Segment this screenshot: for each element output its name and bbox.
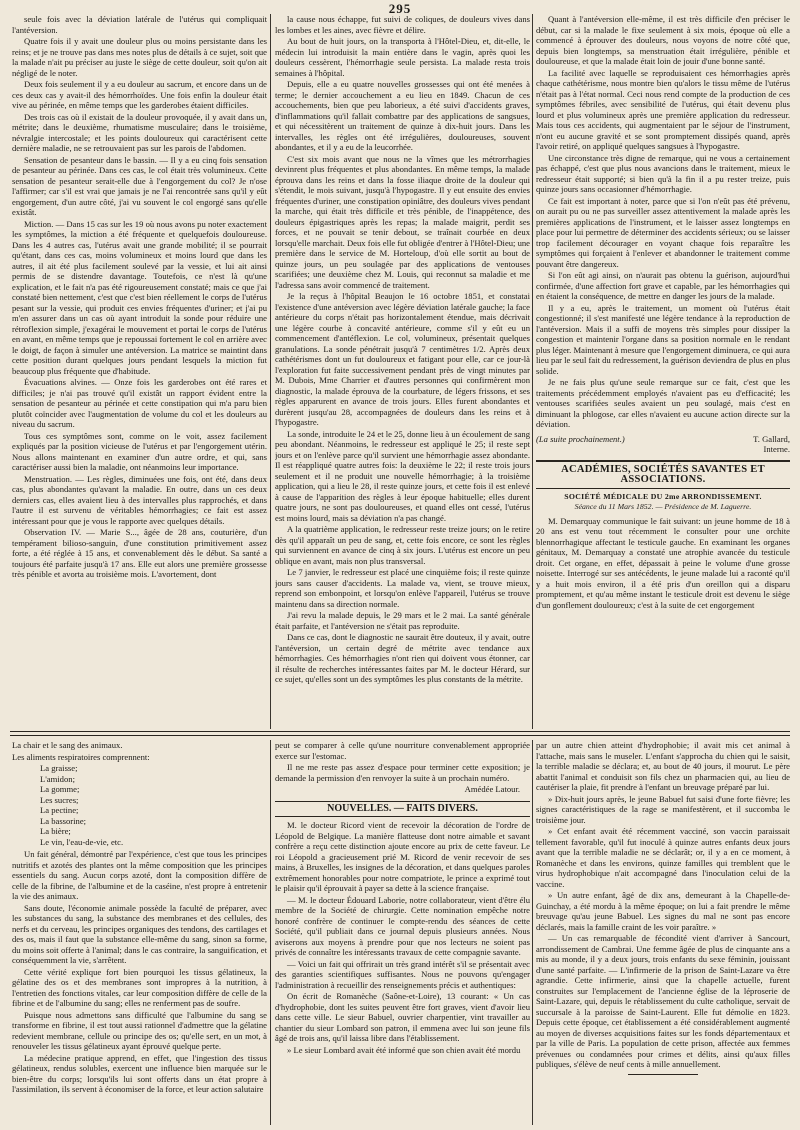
paragraph: C'est six mois avant que nous ne la vîmes que les métrorrhagies devinrent plus fréquentes et plus abondantes. En même temps, la malade éprouva dans les reins et dans la fosse iliaque droite de la douleur qui s'étendit, le mois suivant, jusqu'à l'hypogastre. Il y eut ensuite des envies fréquentes d'uriner, une constipation opiniâtre, des douleurs vives pendant la marche, qui était très difficile et très pénible, de l'inappétence, des douleurs épigastriques après les repas; la malade maigrit, perdit ses forces, et ne pouvait se tenir debout, se traînait courbée en deux lorsqu'elle marchait. Deux fois elle fut obligée d'entrer à l'Hôtel-Dieu; une première dans le service de M. Horteloup, d'où elle sortit au bout de quinze jours, un peu soulagée par des applications de ventouses scarifiées; une deuxième chez M. Louis, qui reconnut sa maladie et me l'adressa sans avoir commencé de traitement. bbox=[275, 153, 530, 290]
paragraph: Menstruation. — Les règles, diminuées une fois, ont été, dans deux cas, plus abondantes qu'avant la maladie. En outre, dans un ces deux derniers cas, elles avaient lieu à des intervalles plus rapprochés, et dans l'autre il est survenu de véritables hémorrhagies; ce fait est assez intéressant pour que je vous le rapporte avec quelques détails. bbox=[12, 473, 267, 526]
bottom-column-3 bbox=[536, 740, 790, 1125]
paragraph: On écrit de Romanèche (Saône-et-Loire), 13 courant: « Un cas d'hydrophobie, dont les suites peuvent être fort graves, vient d'avoir lieu dans cette ville. Le sieur Babuel, ouvrier charpentier, vint travailler au chantier du sieur Lombard son patron, il emmena avec lui son jeune fils âgé de trois ans, qu'il laissa libre dans l'établissement. bbox=[275, 991, 530, 1043]
paragraph: Évacuations alvines. — Onze fois les garderobes ont été rares et difficiles; je n'ai pas trouvé qu'il existât un rapport évident entre la sensation de pesanteur au périnée et cette constipation qui m'a paru bien plutôt coïncider avec l'augmentation de volume du col et les douleurs au niveau du sacrum. bbox=[12, 377, 267, 429]
column-divider bbox=[532, 14, 533, 729]
list-item: La bière; bbox=[40, 826, 71, 836]
paragraph: La chair et le sang des animaux. bbox=[12, 740, 123, 750]
list-item: La graisse; bbox=[40, 763, 78, 773]
paragraph: Cette vérité explique fort bien pourquoi les tissus gélatineux, la gélatine des os et des membranes sont impropres à la nutrition, à l'entretien des fonctions vitales, car leur composition diffère de celle de la fibrine et de l'albumine du sang; elles ne renferment pas de soufre. bbox=[12, 966, 267, 1008]
session-meta: Séance du 11 Mars 1852. — Présidence de M. Laguerre. bbox=[574, 502, 752, 511]
paragraph: Je la reçus à l'hôpital Beaujon le 16 octobre 1851, et constatai l'existence d'une antéversion avec légère déviation latérale gauche; la face antérieure du corps n'était pas horizontalement étendue, mais décrivait une légère courbe à concavité antérieure, comme s'il y eût eu un commencement d'antéflexion. Le col, volumineux, présentait quelques granulations. La sonde pénétrait jusqu'à 7 centimètres 1/2. Après deux cathétérismes dont un fut douloureux et fatigant pour elle, car ce jour-là l'exploration fut faite successivement pendant près de vingt minutes par M. Dubois, Mme Charrier et d'autres personnes qui confirmèrent mon diagnostic, la malade éprouva de la courbature, de légers frissons, et ses règles apparurent en avance de trois jours. Elles furent abondantes et durèrent jusqu'au 28, accompagnées de douleurs dans les reins et à l'hypogastre. bbox=[275, 291, 530, 427]
paragraph: la cause nous échappe, fut suivi de coliques, de douleurs vives dans les lombes et les aines, avec fièvre et délire. bbox=[275, 14, 530, 35]
to-be-continued: (La suite prochainement.) bbox=[536, 433, 625, 444]
end-rule bbox=[628, 1074, 698, 1075]
list-item: L'amidon; bbox=[40, 773, 75, 784]
paragraph: Sensation de pesanteur dans le bassin. — Il y a eu cinq fois sensation de pesanteur au périnée. Dans ces cas, le col était très volumineux. Cette sensation de pesanteur serait-elle due à l'engorgement du col? Je n'ose l'affirmer; car s'il est vrai que jamais je ne l'ai rencontrée sans qu'il y eût engorgement, d'un autre côté, j'ai vu souvent le col engorgé sans qu'elle existât. bbox=[12, 154, 267, 217]
author-signature: Amédée Latour. bbox=[464, 784, 520, 794]
paragraph: Tous ces symptômes sont, comme on le voit, assez facilement expliqués par la position vicieuse de l'utérus et par l'engorgement utérin. Nous allons maintenant en examiner d'un autre ordre, et qui, sans caractériser aussi bien la maladie, ont néanmoins leur importance. bbox=[12, 430, 267, 472]
bottom-column-2 bbox=[275, 740, 530, 1125]
paragraph: — Un cas remarquable de fécondité vient d'arriver à Sancourt, arrondissement de Cambrai. Une femme âgée de plus de cinquante ans a mis au monde, il y a deux jours, trois enfants du sexe féminin, jouissant d'une santé parfaite. — L'infirmerie de la prison de Saint-Lazare va être agrandie. Cette infirmerie, ainsi que la chapelle actuelle, furent construites sur l'emplacement de l'ancienne église de la léproserie de Saint-Lazare, qui, depuis le rétablissement du culte catholique, servait de succursale à la paroisse de Saint-Laurent. Elle fut démolie en 1823. Depuis cette époque, cet établissement a été considérablement augmenté au moyen de diverses acquisitions faites sur les fonds départementaux et par la ville de Paris. La population de cette prison, affectée aux femmes prévenues ou condamnées pour crimes et délits, ainsi qu'aux filles publiques, s'élève de neuf cents à mille annuellement. bbox=[536, 933, 790, 1069]
paragraph: A la quatrième application, le redresseur reste treize jours; on le retire dès qu'il apparaît un peu de sang, et, cette fois encore, ce sont les règles qui surviennent en avance de cinq à six jours. L'utérus est encore un peu oblique en avant, mais non plus transversal. bbox=[275, 524, 530, 566]
list-item: La bassorine; bbox=[40, 815, 87, 826]
section-heading: ACADÉMIES, SOCIÉTÉS SAVANTES ET ASSOCIATIONS. bbox=[536, 460, 790, 489]
society-heading: SOCIÉTÉ MÉDICALE DU 2me ARRONDISSEMENT. bbox=[564, 491, 762, 501]
list-item: Le vin, l'eau-de-vie, etc. bbox=[40, 836, 124, 847]
paragraph: Des trois cas où il existait de la douleur provoquée, il y avait dans un, métrite; dans le deuxième, rhumatisme musculaire; dans le troisième, névralgie intercostale; et les points douloureux qui caractérisent cette dernière maladie, ne se retrouvaient pas sur les parois de l'abdomen. bbox=[12, 111, 267, 153]
paragraph: seule fois avec la déviation latérale de l'utérus qui compliquait l'antéversion. bbox=[12, 14, 267, 35]
paragraph: Le 7 janvier, le redresseur est placé une cinquième fois; il reste quinze jours sans causer d'accidents. La malade va, vient, se trouve mieux, reprend son embonpoint, et lorsqu'on enlève l'appareil, l'utérus se trouve maintenu dans sa direction normale. bbox=[275, 567, 530, 609]
paragraph: » Cet enfant avait été récemment vacciné, son vaccin paraissait tellement favorable, qu'il fut inoculé à quinze autres enfants deux jours avant que la terrible maladie ne se déclarât; or, il y a en ce moment, à Romanèche et dans les environs, quinze familles qui tremblent que le virus hydrophobique n'ait accompagné dans l'inoculation celui de la vaccine. bbox=[536, 826, 790, 889]
paragraph: » Le sieur Lombard avait été informé que son chien avait été mordu bbox=[287, 1044, 521, 1055]
paragraph: Ce fait est important à noter, parce que si l'on n'eût pas été prévenu, on aurait pu ou ne pas surveiller assez attentivement la malade après les premières applications de l'instrument, et le laisser assez longtemps en place pour lui permettre de déterminer des accidents sérieux; ou se laisser trop facilement décourager en voyant chaque fois reparaître les symptômes qui forçaient à l'enlever et abandonner le traitement comme pouvant être dangereux. bbox=[536, 195, 790, 269]
list-item: Les sucres; bbox=[40, 794, 79, 805]
paragraph: La sonde, introduite le 24 et le 25, donne lieu à un écoulement de sang peu abondant. Néanmoins, le redresseur est appliqué le 25; il reste sept jours et on l'enlève parce qu'il survient une hémorrhagie assez abondante. Il est réappliqué quatre autres fois: la deuxième le 22; il reste trois jours seulement et il ne produit une nouvelle hémorrhagie; à la troisième application, qui a lieu le 28, il reste quinze jours, et cette fois il est enlevé à cause de l'apparition des règles à leur époque habituelle; elles durent quatre jours, ne sont pas douloureuses, et quand elles ont cessé, l'utérus est moins lourd, mais sa déviation n'a pas changé. bbox=[275, 428, 530, 523]
paragraph: Depuis, elle a eu quatre nouvelles grossesses qui ont été menées à terme; le dernier accouchement a eu lieu en 1849. Chacun de ces accouchements, bien que peu laborieux, a été suivi d'accidents graves, d'inflammations qu'il fallait combattre par des applications de sangsues, et qui nécessitèrent un traitement de quinze à dix-huit jours. Dans les intervalles, les règles ont été irrégulières, douloureuses, souvent abondantes, et il y a eu de la leucorrhée. bbox=[275, 79, 530, 152]
paragraph: peut se comparer à celle qu'une nourriture convenablement appropriée exerce sur l'estomac. bbox=[275, 740, 530, 761]
paragraph: Miction. — Dans 15 cas sur les 19 où nous avons pu noter exactement les symptômes, la miction a été fréquente et quelquefois douloureuse. Dans les 4 autres cas, l'utérus avait une grande mobilité; il se pourrait qu'étant, dans ces cas, moins volumineux et moins lourd que dans les autres, il ait été plus facilement soulevé par la vessie, et lui ait ainsi permis de se distendre davantage. Toutefois, ce n'est là qu'une explication, et le fait n'a pas été rigoureusement constaté; mais ce que j'ai constaté bien nettement, c'est que c'est bien réellement le corps de l'utérus pesant sur la vessie, qui produit ces envies fréquentes d'uriner; et j'ai pu m'en assurer dans un cas où ayant introduit la sonde pour réduire une rétroflexion simple, j'exagérai le mouvement et portai le corps de l'utérus en avant, en même temps que je repoussai fortement le col en arrière avec le doigt, de façon à simuler une antéversion. La matrice se maintint dans cette position durant quelques jours pendant lesquels la miction fut beaucoup plus fréquente que d'habitude. bbox=[12, 218, 267, 376]
paragraph: Je ne fais plus qu'une seule remarque sur ce fait, c'est que les traitements précédemment employés n'avaient pas eu d'efficacité; les ventouses scarifiées seules avaient un peu soulagé, mais c'est en diminuant la phlogose, car elles n'avaient eu aucune action directe sur la déviation. bbox=[536, 377, 790, 429]
paragraph: Quatre fois il y avait une douleur plus ou moins persistante dans les reins; et je ne trouve pas dans mes notes plus de détails à ce sujet, soit que la malade n'ait pu préciser au juste le siège de cette douleur, soit qu'on ait négligé de le noter. bbox=[12, 36, 267, 78]
list-item: La pectine; bbox=[40, 805, 79, 815]
paragraph: La facilité avec laquelle se reproduisaient ces hémorrhagies après chaque cathétérisme, nous montre bien qu'alors le tissu même de l'utérus n'était pas à l'état normal. Ceci nous rend compte de la production de ces symptômes fébriles, avec sensibilité de l'utérus, qui était devenu plus lourd et plus volumineux après une première application du redresseur. Mais tous ces accidents, qui augmentaient par le séjour de l'instrument, n'ont eu aucune gravité et se sont promptement dissipés quand, après l'avoir retiré, on appliqué quelques sangsues à l'hypogastre. bbox=[536, 67, 790, 151]
section-divider bbox=[10, 731, 790, 736]
author-title: Interne. bbox=[763, 444, 790, 454]
paragraph: Puisque nous admettons sans difficulté que l'albumine du sang se transforme en fibrine, il est tout aussi rationnel d'admettre que la gélatine redevient membrane, cellule ou principe des os; qu'elle sert, en un mot, à renouveler les tissus gélatineux ayant éprouvé quelque perte. bbox=[12, 1009, 267, 1051]
paragraph: » Un autre enfant, âgé de dix ans, demeurant à la Chapelle-de-Guinchay, a été mordu à la même époque; on lui a fait prendre le même breuvage qu'au jeune Babuel. Les signes du mal ne sont pas encore déclarés, mais la famille craint de les voir paraître. » bbox=[536, 890, 790, 932]
paragraph: Deux fois seulement il y a eu douleur au sacrum, et encore dans un de ces deux cas y avait-il des hémorrhoïdes. Une fois enfin la douleur était vive au périnée, en même temps que les garderobes étaient difficiles. bbox=[12, 79, 267, 110]
author-signature bbox=[753, 434, 790, 455]
paragraph: Dans ce cas, dont le diagnostic ne saurait être douteux, il y avait, outre l'antéversion, un certain degré de métrite avec tendance aux hémorrhagies. Ces hémorrhagies n'ont rien qui doivent vous étonner, car il résulte de recherches intéressantes faites par M. le docteur Hérard, sur ce sujet, qu'elles sont un des symptômes les plus constants de la métrite. bbox=[275, 632, 530, 684]
top-column-1 bbox=[12, 14, 267, 729]
page-number: 295 bbox=[388, 1, 412, 16]
paragraph: Il y a eu, après le traitement, un moment où l'utérus était congestionné; il s'est manifesté une légère tendance à la reproduction de l'antéversion. Mais il a suffi de moyens très simples pour dissiper la congestion et maintenir l'organe dans sa position normale en le rendant plus léger. Maintenant à mesure que l'engorgement diminuera, ce qui aura lieu par le seul fait du redressement, la guérison deviendra de plus en plus solide. bbox=[536, 302, 790, 376]
column-divider bbox=[270, 14, 271, 729]
author-name: T. Gallard, bbox=[753, 433, 790, 444]
paragraph: La médecine pratique apprend, en effet, que l'ingestion des tissus gélatineux, rendus solubles, exercent une influence bien marquée sur le bien-être du corps; lorsqu'ils lui sont offerts dans un état propre à l'assimilation, ils servent à économiser de la force, et leur action salutaire bbox=[12, 1052, 267, 1094]
paragraph: M. Demarquay communique le fait suivant: un jeune homme de 18 à 20 ans est venu tout récemment le consulter pour une orchite blennorrhagique affectant le testicule gauche. En examinant les organes génitaux, M. Demarquay a constaté une atrophie avancée du testicule droit. Cet organe, en effet, dépassait à peine le volume d'une grosse noisette. Interrogé sur ses antécédents, le jeune malade lui a raconté qu'il y a huit mois environ, il a été pris d'un oreillon qui a disparu promptement, et qu'au même instant le testicule droit est devenu le siège d'un gonflement douloureux; c'est à la suite de cet engorgement bbox=[536, 515, 790, 610]
signature-block bbox=[536, 434, 790, 455]
paragraph: — M. le docteur Édouard Laborie, notre collaborateur, vient d'être élu membre de la Société de chirurgie. Cette nomination empêche notre honoré confrère de continuer le compte-rendu des séances de cette Société, qu'il publiait dans ce journal depuis plusieurs années. Nous aviserons aux moyens à prendre pour que nos lecteurs ne soient pas privés de connaître les intéressants travaux de cette compagnie savante. bbox=[275, 894, 530, 957]
substance-list bbox=[40, 763, 267, 847]
paragraph: Si l'on eût agi ainsi, on n'aurait pas obtenu la guérison, aujourd'hui confirmée, d'une affection fort grave et capable, par les hémorrhagies qui en étaient la conséquence, de mettre en danger les jours de la malade. bbox=[536, 270, 790, 301]
list-item: La gomme; bbox=[40, 784, 80, 794]
paragraph: Un fait général, démontré par l'expérience, c'est que tous les principes nutritifs et azotés des plantes ont la même composition que les principes essentiels du sang. Aucun corps azoté, dont la composition diffère de celle de la fibrine, de l'albumine et de la caséine, n'est propre à entretenir la vie des animaux. bbox=[12, 849, 267, 901]
paragraph: » Dix-huit jours après, le jeune Babuel fut saisi d'une forte fièvre; les signes caractéristiques de la rage se manifestèrent, et il succomba le troisième jour. bbox=[536, 793, 790, 825]
column-divider bbox=[532, 740, 533, 1125]
paragraph: Il ne me reste pas assez d'espace pour terminer cette exposition; je demande la permission d'en renvoyer la suite à un prochain numéro. bbox=[275, 762, 530, 783]
paragraph: Une circonstance très digne de remarque, qui ne vous a certainement pas échappé, c'est que plus nous avancions dans le traitement, mieux le redresseur était supporté; si bien qu'à la fin il a pu rester treize, puis quinze jours sans occasionner d'hémorrhagie. bbox=[536, 152, 790, 194]
paragraph: M. le docteur Ricord vient de recevoir la décoration de l'ordre de Léopold de Belgique. La manière flatteuse dont notre aimable et savant confrère a reçu cette distinction ajoute encore au prix de cette faveur. Le roi Léopold a gracieusement prié M. Ricord de venir recevoir de ses mains, à Bruxelles, les insignes de la décoration, et dans quelques paroles extrêmement honorables pour notre compatriote, le prince a exprimé tout le plaisir qu'il éprouvait à payer sa dette à la science française. bbox=[275, 820, 530, 893]
paragraph: Au bout de huit jours, on la transporta à l'Hôtel-Dieu, et, dit-elle, le médecin lui introduisit la main entière dans le vagin, après quoi les douleurs cessèrent, l'hémorrhagie seule persista. La malade resta trois semaines à l'hôpital. bbox=[275, 36, 530, 78]
paragraph: par un autre chien atteint d'hydrophobie; il avait mis cet animal à l'attache, mais sans le museler. L'enfant s'approcha du chien qui le saisit, la terrible maladie se déclara; et, au bout de 40 jours, il mourut. Le père abattit l'animal et conduisit son fils chez un pharmacien qui, au lieu de cautériser la plaie, fit prendre à l'enfant un breuvage préparé par lui. bbox=[536, 740, 790, 792]
section-heading: NOUVELLES. — FAITS DIVERS. bbox=[275, 801, 530, 818]
bottom-column-1 bbox=[12, 740, 267, 1125]
paragraph: — Voici un fait qui offrirait un très grand intérêt s'il se présentait avec des garanties scientifiques suffisantes. Nous ne pouvons qu'engager l'administration à recueillir des renseignements précis et authentiques: bbox=[275, 958, 530, 990]
column-divider bbox=[270, 740, 271, 1125]
top-column-3 bbox=[536, 14, 790, 729]
paragraph: Sans doute, l'économie animale possède la faculté de préparer, avec les substances du sang, la substance des membranes et des cellules, des nerfs et du cerveau, les principes organiques des tendons, des cartilages et des os, mais il faut que la substance elle-même du sang, sinon sa forme, du moins soit offerte à l'animal; dans le cas contraire, la sanguification, et conséquemment la vie, s'arrêtent. bbox=[12, 902, 267, 965]
paragraph: Quant à l'antéversion elle-même, il est très difficile d'en préciser le début, car si la malade le fixe seulement à six mois, époque où elle a commencé à éprouver des douleurs, nous voyons de notre côté que, depuis bien longtemps, sa menstruation était irrégulière, pénible et douloureuse, et que la malade était loin de jouir d'une bonne santé. bbox=[536, 14, 790, 66]
paragraph: Observation IV. — Marie S..., âgée de 28 ans, couturière, d'un tempérament bilioso-sanguin, d'une constitution primitivement assez forte, a été réglée à 15 ans, et convenablement dès le début. Sa santé a toujours été parfaite jusqu'à 17 ans. Elle eut alors une première grossesse très pénible et avorta au troisième mois. L'avortement, dont bbox=[12, 527, 267, 579]
top-column-2 bbox=[275, 14, 530, 729]
paragraph: J'ai revu la malade depuis, le 29 mars et le 2 mai. La santé générale était parfaite, et l'antéversion ne s'était pas reproduite. bbox=[275, 610, 530, 631]
paragraph: Les aliments respiratoires comprennent: bbox=[12, 751, 150, 762]
